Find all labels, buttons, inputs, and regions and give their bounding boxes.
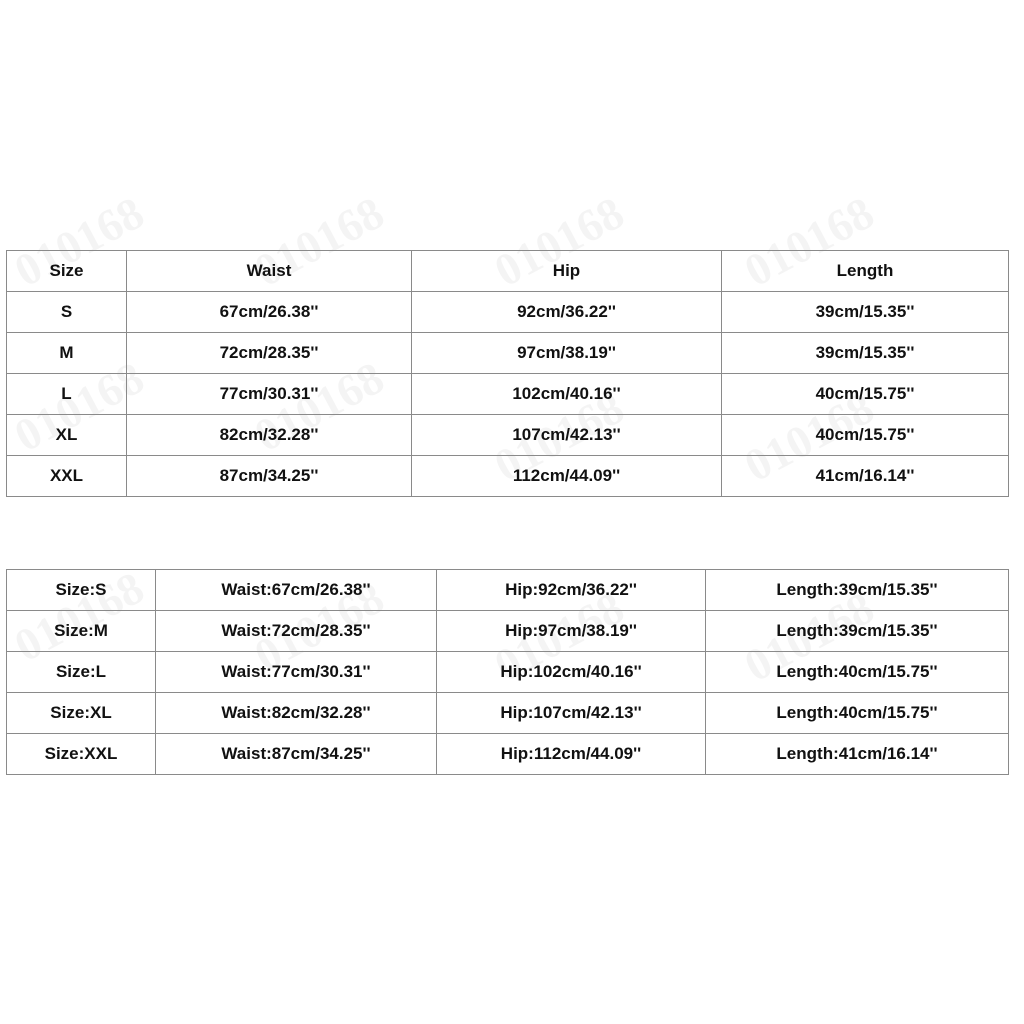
table-row: [7, 415, 1009, 456]
table-row: [7, 693, 1009, 734]
size-cell: Size:S: [7, 570, 156, 611]
table-row: [7, 652, 1009, 693]
hip-cell: Hip:107cm/42.13'': [437, 693, 706, 734]
size-cell: XXL: [7, 456, 127, 497]
table-row: [7, 374, 1009, 415]
size-chart-labeled-table: [6, 569, 1009, 775]
length-cell: Length:41cm/16.14'': [706, 734, 1009, 775]
header-waist: Waist: [127, 251, 412, 292]
length-cell: Length:40cm/15.75'': [706, 693, 1009, 734]
table-row: [7, 734, 1009, 775]
length-cell: 41cm/16.14'': [722, 456, 1009, 497]
hip-cell: Hip:112cm/44.09'': [437, 734, 706, 775]
table-row: [7, 611, 1009, 652]
waist-cell: 77cm/30.31'': [127, 374, 412, 415]
size-cell: Size:M: [7, 611, 156, 652]
table-row: [7, 333, 1009, 374]
table-row: [7, 292, 1009, 333]
waist-cell: Waist:67cm/26.38'': [156, 570, 437, 611]
table-header-row: [7, 251, 1009, 292]
waist-cell: Waist:87cm/34.25'': [156, 734, 437, 775]
hip-cell: 97cm/38.19'': [412, 333, 722, 374]
hip-cell: 92cm/36.22'': [412, 292, 722, 333]
length-cell: Length:39cm/15.35'': [706, 611, 1009, 652]
size-cell: Size:L: [7, 652, 156, 693]
waist-cell: Waist:82cm/32.28'': [156, 693, 437, 734]
size-cell: Size:XXL: [7, 734, 156, 775]
size-cell: L: [7, 374, 127, 415]
header-size: Size: [7, 251, 127, 292]
size-cell: S: [7, 292, 127, 333]
length-cell: 40cm/15.75'': [722, 415, 1009, 456]
length-cell: 40cm/15.75'': [722, 374, 1009, 415]
waist-cell: 87cm/34.25'': [127, 456, 412, 497]
size-cell: Size:XL: [7, 693, 156, 734]
hip-cell: 102cm/40.16'': [412, 374, 722, 415]
size-cell: XL: [7, 415, 127, 456]
header-hip: Hip: [412, 251, 722, 292]
hip-cell: 107cm/42.13'': [412, 415, 722, 456]
length-cell: 39cm/15.35'': [722, 333, 1009, 374]
hip-cell: Hip:97cm/38.19'': [437, 611, 706, 652]
hip-cell: Hip:92cm/36.22'': [437, 570, 706, 611]
hip-cell: 112cm/44.09'': [412, 456, 722, 497]
header-length: Length: [722, 251, 1009, 292]
size-chart-table: [6, 250, 1009, 497]
size-cell: M: [7, 333, 127, 374]
length-cell: 39cm/15.35'': [722, 292, 1009, 333]
waist-cell: 67cm/26.38'': [127, 292, 412, 333]
hip-cell: Hip:102cm/40.16'': [437, 652, 706, 693]
table-row: [7, 456, 1009, 497]
waist-cell: 72cm/28.35'': [127, 333, 412, 374]
table-row: [7, 570, 1009, 611]
waist-cell: Waist:72cm/28.35'': [156, 611, 437, 652]
length-cell: Length:39cm/15.35'': [706, 570, 1009, 611]
waist-cell: 82cm/32.28'': [127, 415, 412, 456]
length-cell: Length:40cm/15.75'': [706, 652, 1009, 693]
waist-cell: Waist:77cm/30.31'': [156, 652, 437, 693]
